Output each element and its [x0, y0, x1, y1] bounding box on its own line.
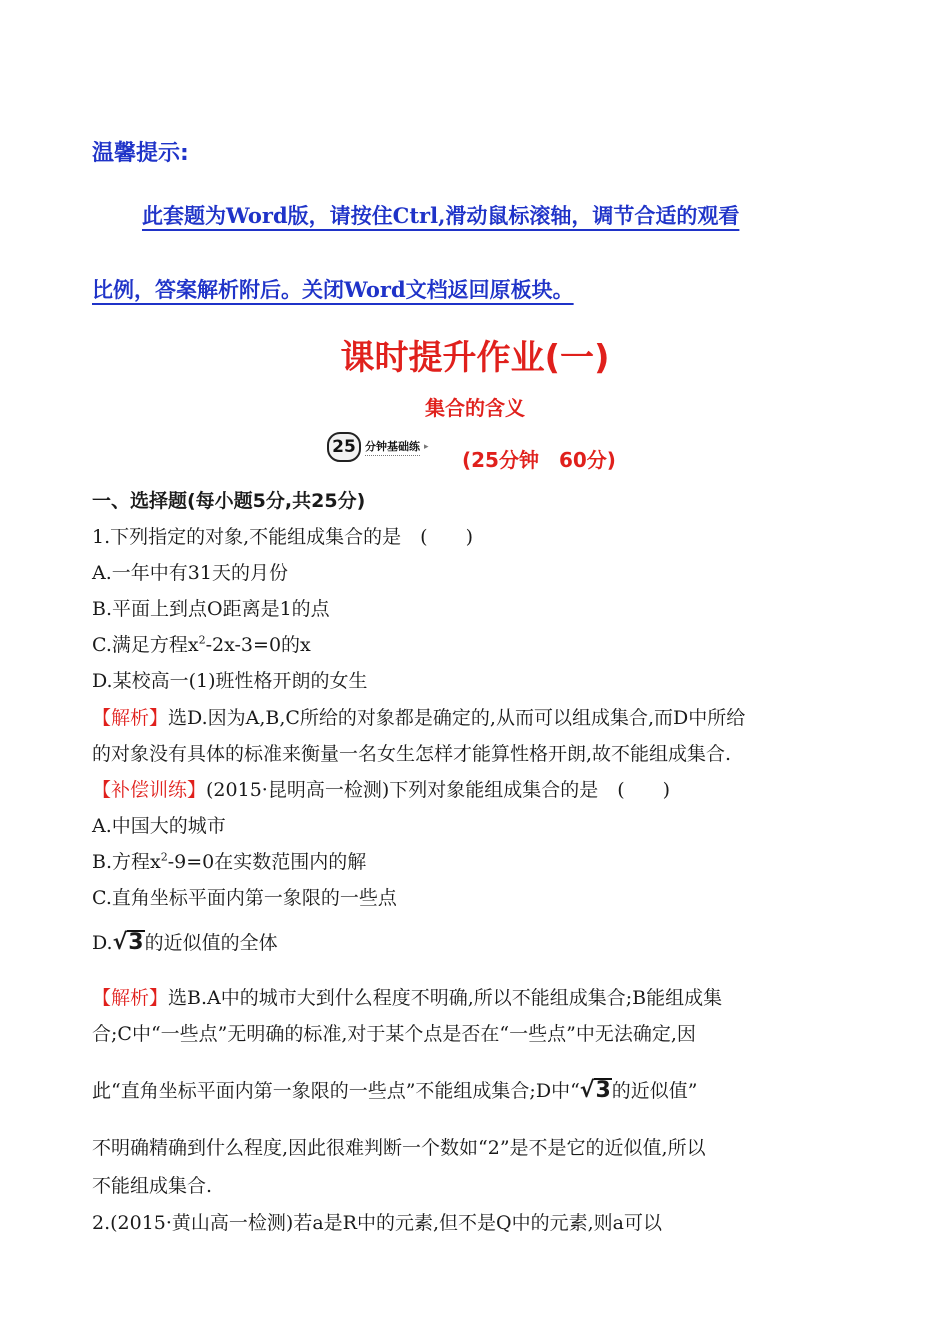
- extra-analysis-line-3: [92, 1076, 698, 1103]
- extra-option-d-pre: D.: [92, 932, 113, 954]
- extra-option-c: C.直角坐标平面内第一象限的一些点: [92, 887, 397, 909]
- extra-analysis-line-2: 合;C中“一些点”无明确的标准,对于某个点是否在“一些点”中无法确定,因: [92, 1023, 696, 1045]
- sqrt-argument-2: 3: [595, 1078, 611, 1103]
- q1-option-d: D.某校高一(1)班性格开朗的女生: [92, 670, 368, 692]
- q1-option-c: [92, 630, 311, 657]
- extra-analysis-line-4: 不明确精确到什么程度,因此很难判断一个数如“2”是不是它的近似值,所以: [92, 1137, 706, 1159]
- sqrt-argument: 3: [128, 930, 144, 955]
- tip-line-1: 此套题为Word版，请按住Ctrl,滑动鼠标滚轴，调节合适的观看: [142, 203, 740, 228]
- extra-option-a: A.中国大的城市: [92, 815, 226, 837]
- extra-stem-text: (2015·昆明高一检测)下列对象能组成集合的是 ( ): [206, 779, 671, 801]
- extra-analysis-text-3a: 此“直角坐标平面内第一象限的一些点”不能组成集合;D中“: [92, 1080, 580, 1102]
- q1-option-c-exp: 2: [198, 633, 206, 647]
- q1-stem: 1.下列指定的对象,不能组成集合的是 ( ): [92, 526, 473, 548]
- analysis-tag: 【解析】: [92, 707, 169, 729]
- page-subtitle: 集合的含义: [425, 396, 525, 420]
- time-info: (25分钟 60分): [462, 448, 616, 472]
- extra-analysis-line-5: 不能组成集合.: [92, 1175, 213, 1197]
- extra-option-b: [92, 847, 366, 874]
- extra-option-b-pre: B.方程x: [92, 851, 161, 873]
- q1-option-b: B.平面上到点O距离是1的点: [92, 598, 330, 620]
- q1-analysis-line-1: [92, 703, 745, 730]
- extra-analysis-text-3b: 的近似值”: [611, 1080, 698, 1102]
- extra-option-b-post: -9=0在实数范围内的解: [167, 851, 367, 873]
- extra-analysis-tag: 【解析】: [92, 987, 169, 1009]
- badge-number: 25: [327, 432, 361, 462]
- extra-option-d: [92, 928, 278, 955]
- extra-analysis-line-1: [92, 983, 722, 1010]
- extra-tag: 【补偿训练】: [92, 779, 207, 801]
- q1-analysis-text-1: 选D.因为A,B,C所给的对象都是确定的,从而可以组成集合,而D中所给: [168, 707, 746, 729]
- q2-stem: 2.(2015·黄山高一检测)若a是R中的元素,但不是Q中的元素,则a可以: [92, 1212, 662, 1234]
- extra-stem: [92, 775, 670, 802]
- page-title: 课时提升作业(一): [340, 338, 610, 378]
- badge-arrow-icon: ▸: [424, 442, 429, 452]
- extra-option-b-exp: 2: [160, 850, 168, 864]
- sqrt-symbol: √ 3: [112, 930, 144, 955]
- section-header: 一、选择题(每小题5分,共25分): [92, 490, 366, 512]
- q1-analysis-line-2: 的对象没有具体的标准来衡量一名女生怎样才能算性格开朗,故不能组成集合.: [92, 743, 732, 765]
- tip-line-2: 比例，答案解析附后。关闭Word文档返回原板块。: [92, 277, 574, 302]
- sqrt-symbol-2: √ 3: [579, 1078, 611, 1103]
- q1-option-a: A.一年中有31天的月份: [92, 562, 288, 584]
- q1-option-c-pre: C.满足方程x: [92, 634, 199, 656]
- badge-text: 分钟基础练: [365, 438, 420, 456]
- tip-title: 温馨提示:: [92, 141, 189, 166]
- q1-option-c-post: -2x-3=0的x: [205, 634, 311, 656]
- extra-option-d-post: 的近似值的全体: [144, 932, 278, 954]
- extra-analysis-text-1: 选B.A中的城市大到什么程度不明确,所以不能组成集合;B能组成集: [168, 987, 723, 1009]
- exercise-badge: [327, 432, 429, 462]
